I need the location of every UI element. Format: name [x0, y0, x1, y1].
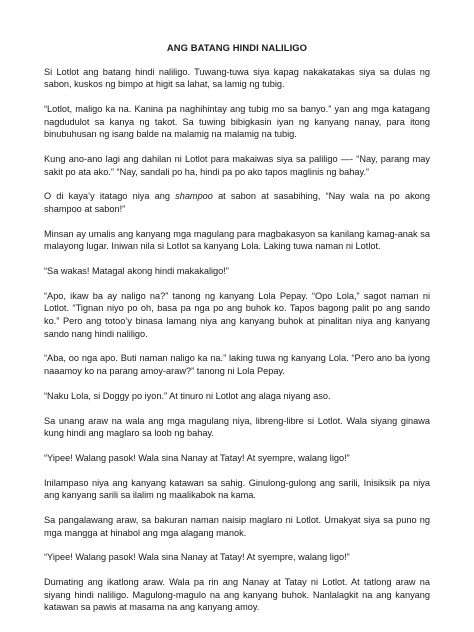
- paragraph: Si Lotlot ang batang hindi naliligo. Tuwang-tuwa siya kapag nakakatakas siya sa dulas ng sabon, kuskos ng bimpo at higit sa lahat, sa lamig ng tubig.: [44, 66, 430, 90]
- paragraph: Kung ano-ano lagi ang dahilan ni Lotlot para makaiwas siya sa paliligo —- “Nay, parang may sakit po ata ako.” “Nay, sandali po ha, hindi pa po ako tapos maglinis ng bahay.”: [44, 153, 430, 177]
- paragraph: “Sa wakas! Matagal akong hindi makakaligo!”: [44, 266, 229, 277]
- paragraph: Sa unang araw na wala ang mga magulang niya, libreng-libre si Lotlot. Wala siyang ginawa kung hindi ang maglaro sa loob ng bahay.: [44, 415, 430, 439]
- paragraph: “Yipee! Walang pasok! Wala sina Nanay at Tatay! At syempre, walang ligo!”: [44, 552, 350, 563]
- document-title: ANG BATANG HINDI NALILIGO: [166, 42, 308, 53]
- paragraph: “Yipee! Walang pasok! Wala sina Nanay at Tatay! At syempre, walang ligo!”: [44, 452, 350, 463]
- paragraph: “Naku Lola, si Doggy po iyon.” At tinuro ni Lotlot ang alaga niyang aso.: [44, 390, 331, 401]
- paragraph: Minsan ay umalis ang kanyang mga magulang para magbakasyon sa kanilang kamag-anak sa malayong lugar. Iniwan nila si Lotlot sa kanyang Lola. Laking tuwa naman ni Lotlot.: [44, 228, 430, 252]
- paragraph: Inilampaso niya ang kanyang katawan sa sahig. Ginulong-gulong ang sarili, Inisiksik pa niya ang kanyang sarili sa ilalim ng maalikabok na kama.: [44, 477, 430, 501]
- italic-word: shampoo: [175, 191, 213, 202]
- paragraph-with-italic: O di kaya’y itatago niya ang shampoo at sabon at sasabihing, “Nay wala na po akong shampoo at sabon!”: [44, 191, 430, 214]
- paragraph: “Apo, ikaw ba ay naligo na?” tanong ng kanyang Lola Pepay. “Opo Lola,” sagot naman ni Lotlot. “Tignan niyo po oh, basa pa nga po ang buhok ko. Tapos bagong palit po ang sando ko.” Pero ang totoo’y binasa lamang niya ang kanyang buhok at pinalitan niya ang kanyang sando nang hindi naliligo.: [44, 290, 430, 339]
- paragraph: Sa pangalawang araw, sa bakuran naman naisip maglaro ni Lotlot. Umakyat siya sa puno ng mga mangga at hinabol ang mga alagang manok.: [44, 515, 430, 538]
- paragraph: “Lotlot, maligo ka na. Kanina pa naghihintay ang tubig mo sa banyo.” yan ang mga katagang nagdudulot sa kanya ng takot. Sa tuwing bibigkasin iyan ng kanyang nanay, para itong binubuhusan ng isang balde na malamig na malamig na tubig.: [44, 103, 430, 140]
- paragraph: “Aba, oo nga apo. Buti naman naligo ka na.” laking tuwa ng kanyang Lola. “Pero ano ba iyong naaamoy ko na parang amoy-araw?” tanong ni Lola Pepay.: [44, 353, 430, 376]
- paragraph: Dumating ang ikatlong araw. Wala pa rin ang Nanay at Tatay ni Lotlot. At tatlong araw na siyang hindi naliligo. Magulong-magulo na ang kanyang buhok. Nanlalagkit na ang kanyang katawan sa pawis at masama na ang kanyang amoy.: [44, 577, 430, 613]
